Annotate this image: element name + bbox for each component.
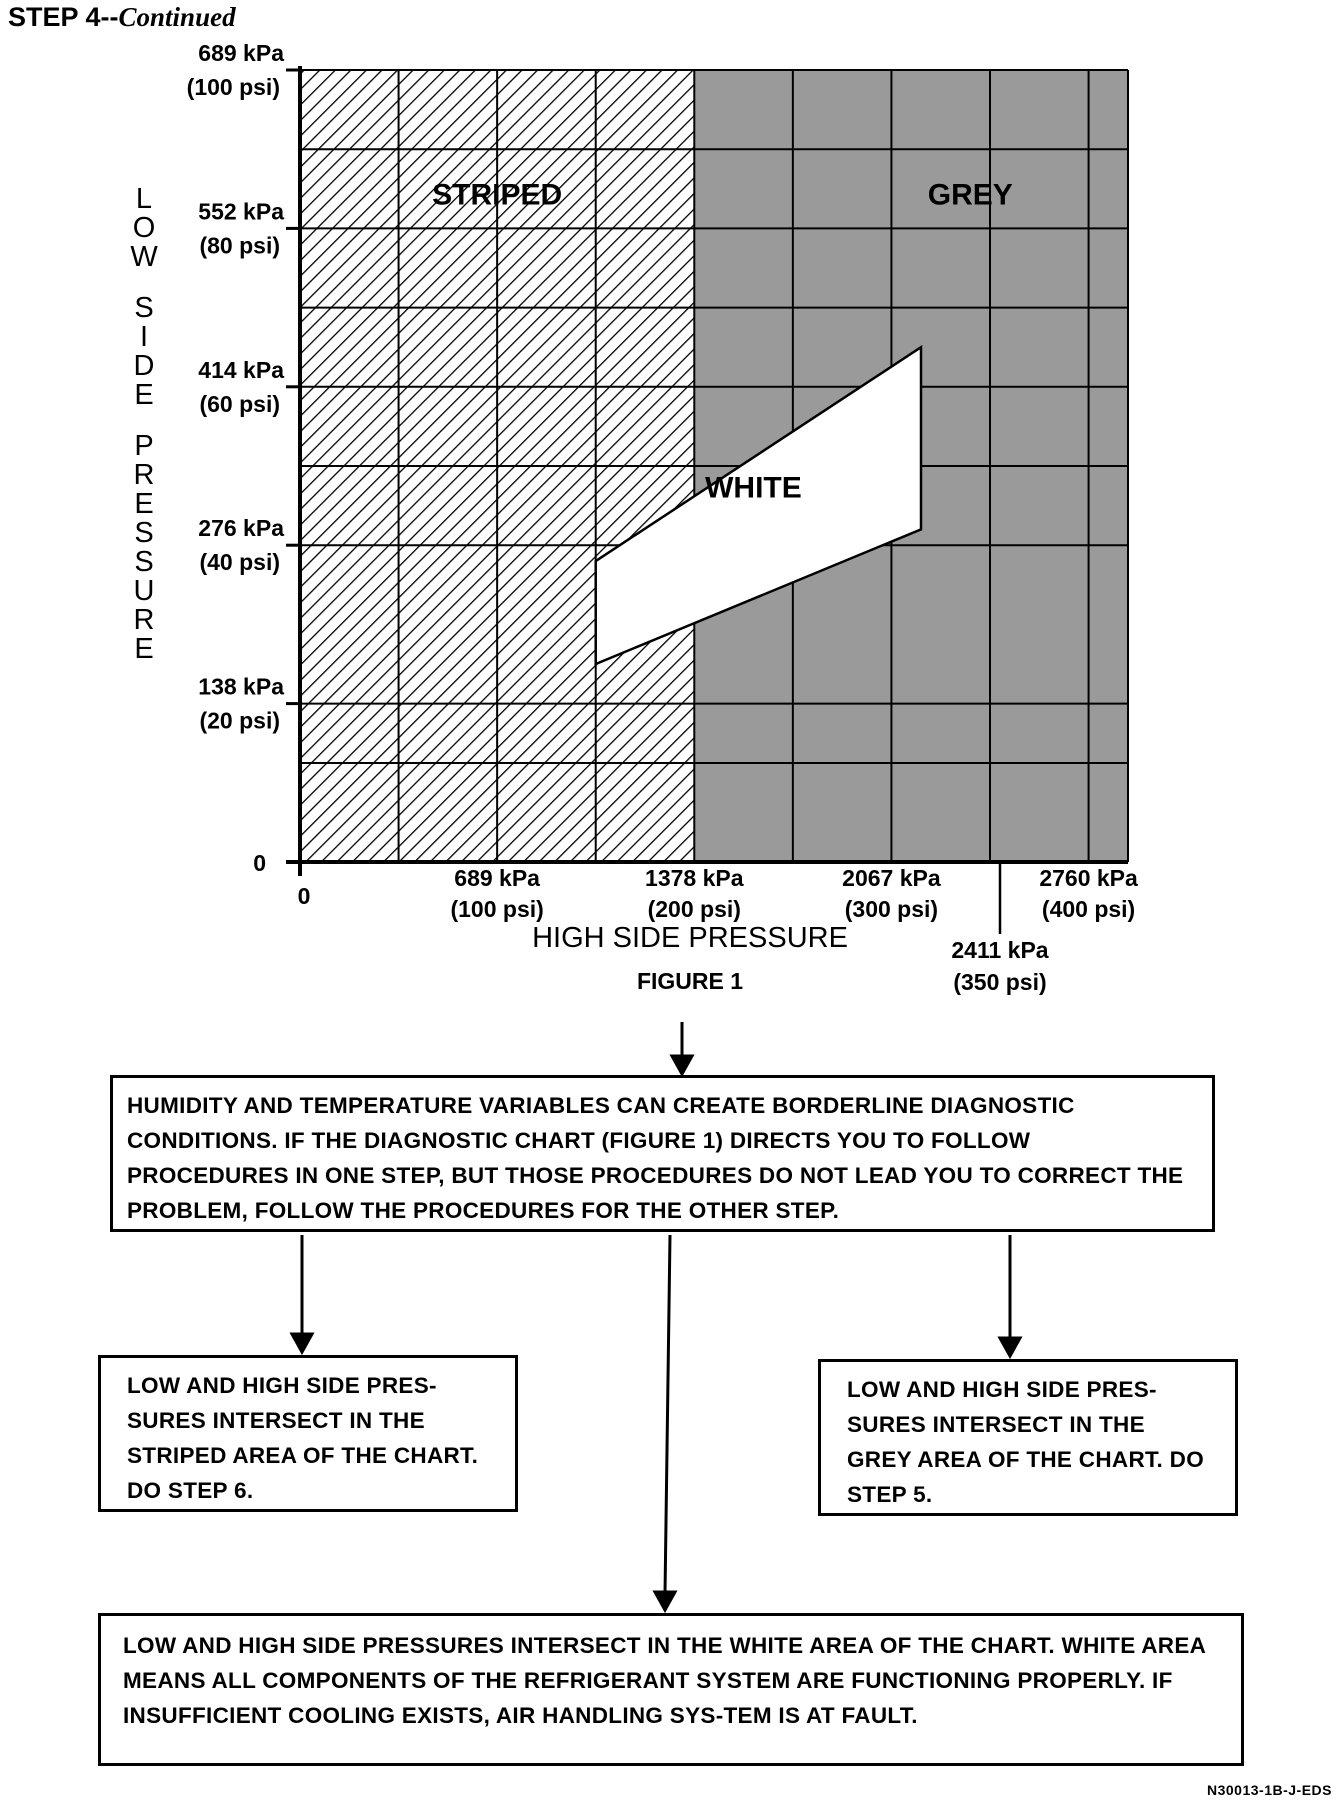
y-axis-title-letter: O (132, 212, 156, 244)
y-axis-title-letter: R (133, 604, 155, 636)
striped-result-text: LOW AND HIGH SIDE PRES-SURES INTERSECT IN THE STRIPED AREA OF THE CHART. DO STEP 6. (127, 1373, 479, 1503)
x-tick-label-kpa: 1378 kPa (645, 865, 744, 891)
figure-code: N30013-1B-J-EDS (1207, 1782, 1332, 1798)
continued-label: Continued (118, 2, 236, 32)
y-axis-title-letter: U (133, 575, 155, 607)
region-label-white: WHITE (705, 471, 802, 505)
y-axis-title-letter: I (139, 321, 149, 353)
arrow-to-white (665, 1235, 670, 1594)
x-tick-label-kpa: 2760 kPa (1039, 865, 1138, 891)
y-axis-title-letter: D (133, 350, 155, 382)
y-axis-title-letter: S (134, 517, 154, 549)
y-tick-label-kpa: 552 kPa (198, 198, 284, 225)
white-result-text: LOW AND HIGH SIDE PRESSURES INTERSECT IN THE WHITE AREA OF THE CHART. WHITE AREA MEANS ALL COMPONENTS OF THE REFRIGERANT SYSTEM ARE FUNCTIONING PROPERLY. IF INSUFFICIENT COOLING EXISTS, AIR HANDLING SYS-TEM IS AT FAULT. (123, 1633, 1206, 1728)
x-tick-label-kpa: 2067 kPa (842, 865, 941, 891)
figure-caption: FIGURE 1 (636, 968, 744, 994)
y-tick-label-kpa: 138 kPa (198, 673, 284, 700)
x-axis-title: HIGH SIDE PRESSURE (532, 922, 848, 954)
x-tick-label-zero: 0 (297, 883, 311, 909)
x-tick-label-kpa: 689 kPa (454, 865, 540, 891)
y-tick-label-kpa: 414 kPa (198, 356, 284, 383)
arrowhead (292, 1334, 312, 1352)
grey-result-text: LOW AND HIGH SIDE PRES-SURES INTERSECT IN THE GREY AREA OF THE CHART. DO STEP 5. (847, 1377, 1204, 1507)
y-tick-label-psi: (100 psi) (186, 74, 280, 100)
step-label: STEP 4-- (8, 2, 119, 32)
arrowhead (1000, 1338, 1020, 1356)
x-tick-label-psi: (200 psi) (647, 896, 741, 922)
y-axis-title-letter: R (133, 459, 155, 491)
y-tick-label-psi: (60 psi) (199, 390, 280, 417)
y-axis-title-letter: W (130, 241, 158, 273)
y-axis-title-letter: L (135, 183, 153, 215)
y-axis-title-letter: E (134, 633, 154, 665)
x-marker-label-kpa: 2411 kPa (951, 937, 1049, 963)
y-tick-label-kpa: 276 kPa (198, 515, 284, 542)
x-tick-label-psi: (300 psi) (844, 896, 939, 922)
y-axis-title-letter: P (134, 430, 154, 462)
y-tick-label-psi: (40 psi) (199, 549, 280, 576)
x-tick-label-psi: (100 psi) (450, 896, 544, 922)
region-label-striped: STRIPED (432, 178, 563, 212)
arrowhead (672, 1056, 692, 1074)
x-marker-label-psi: (350 psi) (953, 969, 1047, 995)
y-tick-label-psi: (20 psi) (199, 707, 280, 734)
arrowhead (655, 1592, 675, 1610)
y-tick-label-kpa: 689 kPa (198, 40, 284, 66)
region-label-grey: GREY (927, 178, 1013, 212)
y-axis-title-letter: E (134, 379, 154, 411)
x-tick-label-psi: (400 psi) (1041, 896, 1136, 922)
intro-note-text: HUMIDITY AND TEMPERATURE VARIABLES CAN CREATE BORDERLINE DIAGNOSTIC CONDITIONS. IF THE DIAGNOSTIC CHART (FIGURE 1) DIRECTS YOU TO FOLLOW PROCEDURES IN ONE STEP, BUT THOSE PROCEDURES DO NOT LEAD YOU TO CORRECT THE PROBLEM, FOLLOW THE PROCEDURES FOR THE OTHER STEP. (127, 1093, 1184, 1223)
y-tick-label-zero: 0 (253, 850, 266, 876)
y-axis-title-letter: E (134, 488, 154, 520)
y-axis-title-letter: S (134, 292, 154, 324)
y-tick-label-psi: (80 psi) (199, 232, 280, 259)
y-axis-title-letter: S (134, 546, 154, 578)
